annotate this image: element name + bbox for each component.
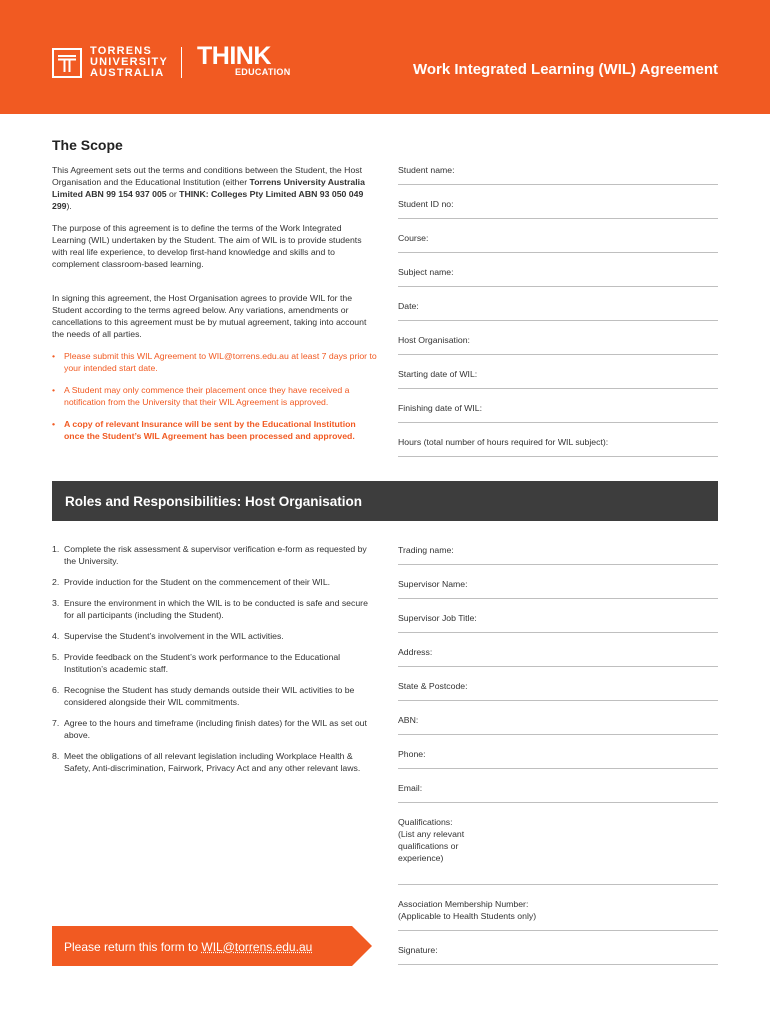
qualifications-field[interactable]: Qualifications: (List any relevant qualifications or experience) (398, 816, 718, 885)
start-date-field[interactable]: Starting date of WIL: (398, 368, 718, 389)
hours-field[interactable]: Hours (total number of hours required for WIL subject): (398, 436, 718, 457)
list-item: 4. Supervise the Student’s involvement in the WIL activities. (52, 631, 284, 641)
header-banner (0, 0, 770, 114)
list-item: 3. Ensure the environment in which the WIL is to be conducted is safe and secure for all participants (including the Student). (52, 598, 368, 620)
subject-name-field[interactable]: Subject name: (398, 266, 718, 287)
return-email-link[interactable]: WIL@torrens.edu.au (201, 940, 313, 954)
note-submit: • Please submit this WIL Agreement to WIL@torrens.edu.au at least 7 days prior to your intended start date. (52, 350, 377, 374)
list-item: 5. Provide feedback on the Student’s work performance to the Educational Institution’s academic staff. (52, 652, 341, 674)
education-logo-text: EDUCATION (235, 67, 291, 77)
torrens-logo-text: TORRENS UNIVERSITY AUSTRALIA (90, 45, 169, 79)
association-membership-field[interactable]: Association Membership Number: (Applicable to Health Students only) (398, 898, 718, 931)
think-logo: THINK (197, 42, 271, 70)
student-id-field[interactable]: Student ID no: (398, 198, 718, 219)
torrens-logo-mark (52, 48, 82, 78)
phone-field[interactable]: Phone: (398, 748, 718, 769)
note-commence: • A Student may only commence their placement once they have received a notification from the University that their WIL Agreement is approved. (52, 384, 377, 408)
scope-paragraph-1: This Agreement sets out the terms and conditions between the Student, the Host Organisation and the Educational Institution (either Torrens University Australia Limited ABN 99 154 937 005 or THINK: Colleges Pty Limited ABN 93 050 049 299). (52, 165, 365, 211)
list-item: 2. Provide induction for the Student on the commencement of their WIL. (52, 577, 331, 587)
entity-think: THINK: Colleges Pty Limited ABN 93 050 049 299 (52, 189, 364, 211)
finish-date-field[interactable]: Finishing date of WIL: (398, 402, 718, 423)
host-organisation-field[interactable]: Host Organisation: (398, 334, 718, 355)
date-field[interactable]: Date: (398, 300, 718, 321)
list-item: 7. Agree to the hours and timeframe (including finish dates) for the WIL as set out above. (52, 718, 367, 740)
roles-list (52, 543, 377, 783)
scope-paragraph-2: The purpose of this agreement is to define the terms of the Work Integrated Learning (WIL) undertaken by the Student. The aim of WIL is to provide students with real life experience, to develop first-hand knowledge and skills and to complement classroom-based learning. (52, 223, 362, 269)
scope-paragraph-3: In signing this agreement, the Host Organisation agrees to provide WIL for the Student according to the terms agreed below. Any variations, amendments or cancellations to this agreement must be by mutual agreement, taking into account the needs of all parties. (52, 293, 367, 339)
document-title: Work Integrated Learning (WIL) Agreement (412, 61, 718, 78)
scope-notes (52, 350, 377, 452)
supervisor-name-field[interactable]: Supervisor Name: (398, 578, 718, 599)
address-field[interactable]: Address: (398, 646, 718, 667)
list-item: 6. Recognise the Student has study demands outside their WIL activities to be considered alongside their WIL commitments. (52, 685, 355, 707)
entity-torrens: Torrens University Australia Limited ABN 99 154 937 005 (52, 177, 365, 199)
logo-divider (181, 47, 182, 78)
course-field[interactable]: Course: (398, 232, 718, 253)
email-field[interactable]: Email: (398, 782, 718, 803)
note-insurance: • A copy of relevant Insurance will be sent by the Educational Institution once the Student’s WIL Agreement has been processed and approved. (52, 418, 377, 442)
list-item: 1. Complete the risk assessment & supervisor verification e-form as requested by the University. (52, 544, 367, 566)
roles-section-header: Roles and Responsibilities: Host Organisation (52, 481, 718, 521)
state-postcode-field[interactable]: State & Postcode: (398, 680, 718, 701)
return-form-banner: Please return this form to WIL@torrens.edu.au (52, 926, 372, 966)
list-item: 8. Meet the obligations of all relevant legislation including Workplace Health & Safety, Anti-discrimination, Fairwork, Privacy Act and any other relevant laws. (52, 751, 361, 773)
signature-field[interactable]: Signature: (398, 944, 718, 965)
scope-heading: The Scope (52, 137, 123, 153)
student-name-field[interactable]: Student name: (398, 164, 718, 185)
trading-name-field[interactable]: Trading name: (398, 544, 718, 565)
abn-field[interactable]: ABN: (398, 714, 718, 735)
supervisor-job-title-field[interactable]: Supervisor Job Title: (398, 612, 718, 633)
